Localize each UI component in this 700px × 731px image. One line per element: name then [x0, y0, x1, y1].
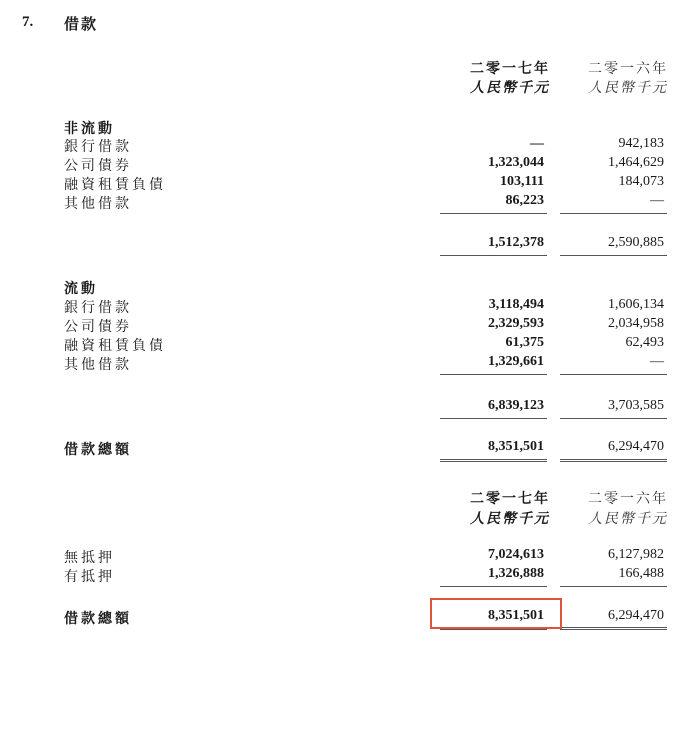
non-current-subtotal-2017: 1,512,378	[488, 235, 544, 250]
rule	[440, 418, 547, 419]
total-2017: 8,351,501	[488, 608, 544, 623]
double-rule	[440, 459, 547, 462]
total-label: 借款總額	[64, 442, 132, 458]
row-value-2016: 62,493	[625, 335, 664, 350]
row-value-2017: 86,223	[505, 193, 544, 208]
row-label: 公司債券	[64, 158, 132, 174]
rule	[560, 418, 667, 419]
non-current-heading: 非流動	[64, 121, 115, 137]
current-heading: 流動	[64, 281, 98, 297]
row-value-2016: 6,127,982	[608, 547, 664, 562]
header-2017-year: 二零一七年	[470, 61, 550, 77]
rule	[440, 213, 547, 214]
row-value-2017: 3,118,494	[488, 297, 544, 312]
rule	[440, 374, 547, 375]
rule	[560, 213, 667, 214]
rule	[560, 255, 667, 256]
row-value-2017: 1,323,044	[488, 155, 544, 170]
header-2016-unit: 人民幣千元	[588, 80, 668, 96]
non-current-subtotal-2016: 2,590,885	[608, 235, 664, 250]
row-value-2016: —	[650, 193, 664, 208]
header-2017-unit: 人民幣千元	[470, 80, 550, 96]
current-subtotal-2016: 3,703,585	[608, 398, 664, 413]
row-value-2017: 2,329,593	[488, 316, 544, 331]
highlight-box	[430, 598, 562, 629]
section-title: 借款	[64, 15, 99, 33]
row-value-2017: 7,024,613	[488, 547, 544, 562]
header-2016-year: 二零一六年	[588, 61, 668, 77]
rule	[440, 255, 547, 256]
total-2016: 6,294,470	[608, 439, 664, 454]
rule	[560, 586, 667, 587]
row-label: 融資租賃負債	[64, 177, 166, 193]
total-label: 借款總額	[64, 611, 132, 627]
row-value-2016: 184,073	[618, 174, 664, 189]
rule	[560, 374, 667, 375]
row-label: 無抵押	[64, 550, 115, 566]
header-2016-year: 二零一六年	[588, 491, 668, 507]
row-value-2016: 166,488	[618, 566, 664, 581]
current-subtotal-2017: 6,839,123	[488, 398, 544, 413]
double-rule	[560, 627, 667, 630]
header-2016-unit: 人民幣千元	[588, 511, 668, 527]
row-value-2017: 1,326,888	[488, 566, 544, 581]
total-2017: 8,351,501	[488, 439, 544, 454]
row-label: 其他借款	[64, 357, 132, 373]
row-label: 銀行借款	[64, 139, 132, 155]
row-label: 銀行借款	[64, 300, 132, 316]
total-2016: 6,294,470	[608, 608, 664, 623]
row-label: 有抵押	[64, 569, 115, 585]
header-2017-unit: 人民幣千元	[470, 511, 550, 527]
row-value-2016: 1,606,134	[608, 297, 664, 312]
row-label: 公司債券	[64, 319, 132, 335]
row-value-2017: 1,329,661	[488, 354, 544, 369]
row-value-2017: —	[530, 136, 544, 151]
row-value-2016: 2,034,958	[608, 316, 664, 331]
row-label: 融資租賃負債	[64, 338, 166, 354]
row-value-2017: 103,111	[500, 174, 544, 189]
row-label: 其他借款	[64, 196, 132, 212]
row-value-2016: —	[650, 354, 664, 369]
section-number: 7.	[22, 14, 34, 30]
row-value-2016: 942,183	[618, 136, 664, 151]
header-2017-year: 二零一七年	[470, 491, 550, 507]
double-rule	[560, 459, 667, 462]
row-value-2016: 1,464,629	[608, 155, 664, 170]
rule	[440, 586, 547, 587]
row-value-2017: 61,375	[505, 335, 544, 350]
